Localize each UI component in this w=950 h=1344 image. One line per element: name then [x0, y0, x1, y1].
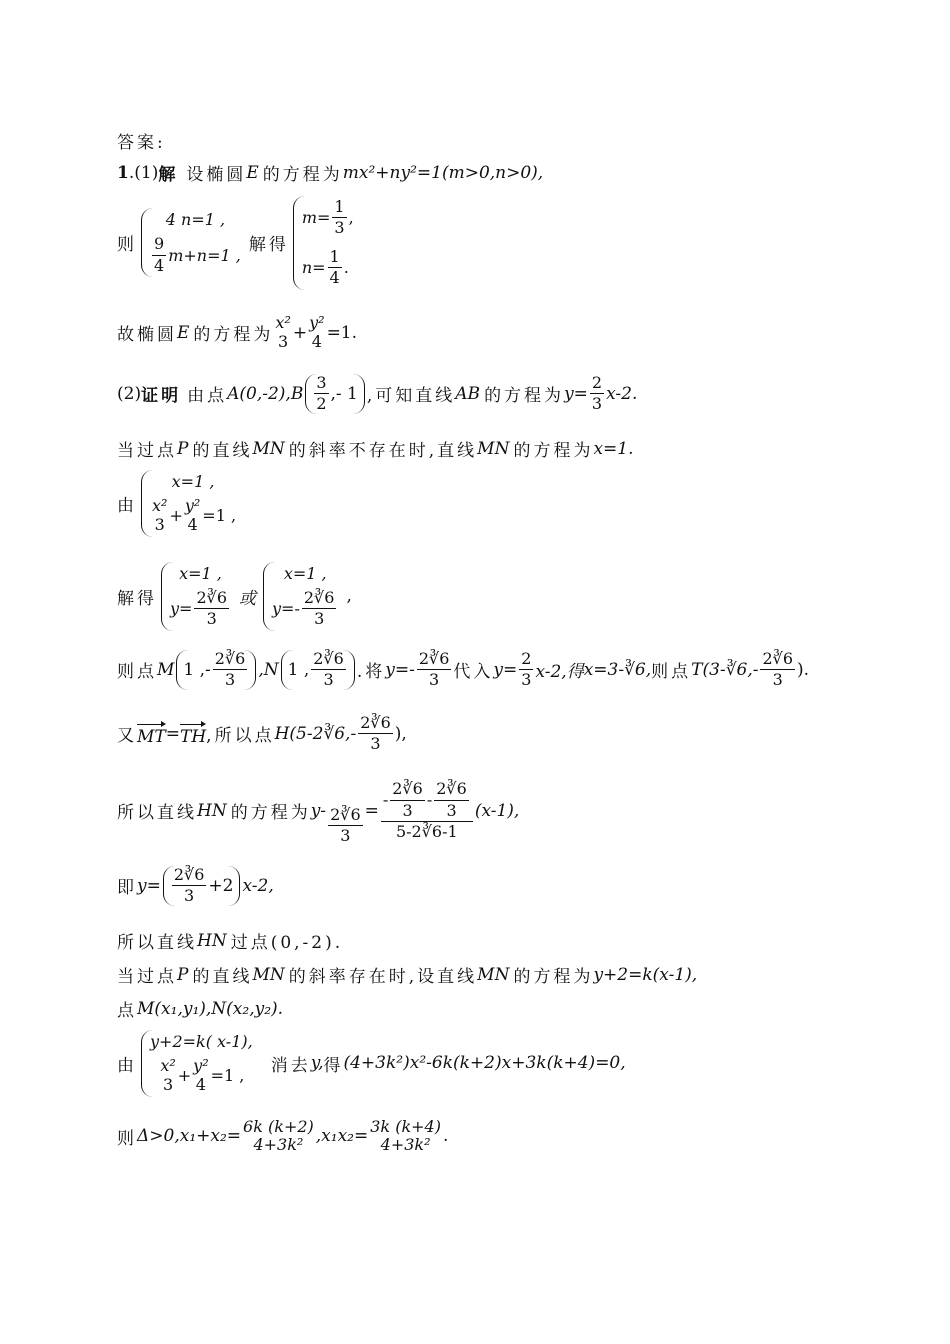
minus: -	[426, 789, 433, 809]
equation: y+2=k(x-1),	[593, 964, 698, 985]
text: 的方程为	[262, 165, 343, 185]
numerator: 1	[328, 248, 342, 268]
equals-one: =1.	[326, 322, 358, 343]
fraction	[152, 235, 166, 275]
denominator: 3	[591, 394, 603, 414]
text: 所以直线	[117, 933, 197, 953]
text-or: 或	[239, 588, 260, 609]
line-point-H	[117, 714, 407, 754]
denominator: 4+3k²	[380, 1135, 431, 1155]
fraction	[434, 780, 469, 820]
system-row: 4 n=1 ,	[165, 210, 226, 230]
solution-system	[161, 562, 235, 631]
denominator: 4	[329, 268, 340, 288]
fraction	[760, 650, 795, 690]
line-MN: MN	[477, 964, 510, 985]
text: 的方程为	[230, 803, 311, 824]
var-E: E	[246, 162, 259, 183]
fraction	[314, 374, 328, 414]
line-simplified	[117, 866, 274, 906]
numerator: 1	[332, 198, 346, 218]
denominator: 3	[772, 670, 783, 690]
y-eq: y=-	[385, 659, 415, 680]
text: 当过点	[117, 441, 177, 461]
line-system3	[117, 1030, 626, 1097]
points: M(x₁,y₁),N(x₂,y₂).	[137, 998, 284, 1019]
line-MN: MN	[252, 438, 285, 459]
proof-tag: 证明	[141, 386, 182, 407]
system-row: x=1 ,	[283, 564, 327, 583]
equation-system	[141, 208, 245, 277]
numerator: 2∛6	[311, 650, 346, 670]
denominator: 3	[402, 800, 413, 820]
numerator: 2∛6	[417, 650, 452, 670]
y-eq: y=-	[272, 599, 300, 619]
fraction	[193, 1057, 208, 1095]
system-row: =1 ,	[202, 506, 237, 526]
vector-MT: MT	[137, 721, 166, 747]
denominator: 3	[340, 826, 351, 846]
fraction	[417, 650, 452, 690]
text: 则	[117, 235, 137, 256]
equation-tail: (x-1),	[474, 800, 520, 821]
product: ,x₁x₂=	[315, 1126, 369, 1147]
numerator: x²	[152, 496, 168, 515]
denominator: 3	[429, 670, 440, 690]
denominator: 3	[323, 670, 334, 690]
comma: ,	[346, 586, 352, 607]
numerator: 2∛6	[358, 714, 393, 734]
numerator: 9	[152, 235, 166, 255]
text: 代入	[453, 662, 494, 683]
period: .	[442, 1126, 449, 1147]
numerator: 2∛6	[194, 589, 229, 609]
text: ,可知直线	[366, 386, 456, 407]
text: 由	[117, 495, 137, 516]
numerator: x²	[275, 313, 291, 332]
line-case1	[117, 436, 634, 461]
fraction	[160, 1057, 175, 1095]
text: 则点	[117, 662, 157, 683]
equation-tail: x-2,得	[535, 662, 584, 683]
slope-fraction	[381, 780, 473, 841]
denominator: 4	[187, 515, 198, 535]
part-label: (2)	[117, 383, 142, 404]
text: 的直线	[192, 967, 253, 987]
line-MN: MN	[477, 438, 510, 459]
fraction	[275, 314, 290, 352]
denominator: 3	[206, 609, 217, 629]
fraction	[328, 248, 342, 288]
line-part1	[117, 160, 543, 185]
text: 的方程为	[513, 441, 594, 461]
numerator: y²	[184, 496, 201, 515]
line-part2	[117, 374, 637, 414]
text: 由	[117, 1055, 137, 1076]
numerator: 3k (k+4)	[370, 1117, 441, 1136]
var-E: E	[177, 322, 190, 343]
fraction	[370, 1118, 441, 1155]
equation: x=1.	[593, 438, 634, 459]
numerator: 2∛6	[302, 589, 337, 609]
y-eq: y=	[564, 383, 588, 404]
numerator: x²	[160, 1056, 176, 1075]
equals: =	[165, 723, 180, 744]
ellipse-equation: mx²+ny²=1(m>0,n>0),	[342, 162, 544, 183]
close-paren: ).	[797, 659, 810, 680]
text: 的方程为	[513, 967, 594, 987]
fraction	[213, 650, 248, 690]
fraction	[243, 1118, 314, 1155]
numerator: y²	[309, 313, 325, 332]
text: 由点	[187, 386, 228, 407]
system-row: m+n=1 ,	[168, 245, 241, 265]
fraction	[590, 374, 604, 414]
denominator: 2	[316, 394, 327, 414]
line-ellipse-result	[117, 314, 357, 352]
solution-tag: 解	[158, 165, 179, 185]
fraction	[302, 589, 337, 629]
line-solution-xy	[117, 562, 352, 631]
numerator: y²	[193, 1056, 209, 1075]
plus: +	[292, 322, 308, 343]
text: 则	[117, 1128, 137, 1149]
fraction	[152, 497, 167, 535]
plus-two: +2	[208, 875, 234, 896]
denominator: 4	[154, 255, 165, 275]
solution-system	[263, 562, 342, 631]
fraction	[311, 650, 346, 690]
y-eq: y=	[170, 599, 193, 619]
fraction	[519, 650, 533, 690]
numerator: 2∛6	[328, 806, 363, 826]
point-H: H(5-2∛6,-	[274, 723, 357, 744]
y-eq: y=	[493, 659, 518, 680]
paren-group	[176, 650, 256, 690]
text: 的斜率不存在时,直线	[288, 441, 478, 461]
coordinate: 1 ,	[287, 659, 310, 680]
text: 过点(0,-2).	[230, 933, 344, 953]
system-row: y+2=k( x-1),	[150, 1032, 253, 1051]
numerator: 2∛6	[390, 780, 425, 800]
line-passes-point	[117, 928, 343, 953]
numerator: 2	[590, 374, 604, 394]
text: 所以直线	[117, 803, 197, 824]
text: 的直线	[192, 441, 253, 461]
text: .将	[356, 662, 386, 683]
denominator: 3	[446, 800, 457, 820]
numerator: 2	[519, 650, 533, 670]
text: 则点	[651, 662, 692, 683]
line-HN: HN	[197, 800, 227, 821]
fraction	[194, 589, 229, 629]
denominator: 3	[184, 886, 195, 906]
numerator: 3	[314, 374, 328, 394]
var-y: y,	[310, 1053, 324, 1074]
fraction	[172, 866, 207, 906]
quadratic-equation: (4+3k²)x²-6k(k+2)x+3k(k+4)=0,	[343, 1053, 626, 1074]
paren-group	[163, 866, 241, 906]
text: 的方程为	[484, 386, 565, 407]
text: 当过点	[117, 967, 177, 987]
fraction	[390, 780, 425, 820]
vector-TH: TH	[180, 721, 206, 747]
solution-system: m= $\frac{1}{3}$ , n= $\frac{1}{4}$ .	[293, 196, 358, 290]
text: 解得	[248, 235, 289, 256]
text: 得	[323, 1055, 344, 1076]
fraction	[185, 497, 200, 535]
line-AB: AB	[455, 383, 481, 404]
line-case2	[117, 962, 697, 987]
text: 消去	[270, 1055, 311, 1076]
var-P: P	[177, 964, 189, 985]
point-T: T(3-∛6,-	[691, 659, 759, 680]
problem-number: 1	[117, 162, 129, 183]
discriminant: Δ>0,x₁+x₂=	[137, 1126, 242, 1147]
equation-system: y+2=k( x-1), x² 3 + y² 4 =1 ,	[141, 1030, 257, 1097]
denominator: 3	[224, 670, 236, 690]
denominator: 3	[521, 670, 532, 690]
equation-system: x=1 , x² 3 + y² 4 =1 ,	[141, 470, 240, 537]
denominator: 3	[334, 218, 345, 238]
fraction	[309, 314, 324, 352]
n-lhs: n=	[301, 258, 326, 278]
fraction	[358, 714, 393, 754]
denominator: 3	[162, 1075, 174, 1095]
text: 又	[117, 726, 137, 747]
text: 的方程为	[193, 325, 274, 346]
denominator: 3	[314, 609, 325, 629]
denominator: 4+3k²	[253, 1135, 304, 1155]
system-row: x=1 ,	[179, 564, 222, 583]
paren-group	[305, 374, 365, 414]
close-paren: ),	[394, 723, 407, 744]
numerator: 6k (k+2)	[243, 1117, 314, 1136]
denominator: 4	[195, 1075, 206, 1095]
line-HN: HN	[197, 930, 227, 951]
denominator: 3	[154, 515, 165, 535]
point-N: ,N	[258, 659, 279, 680]
text: 故椭圆	[117, 325, 177, 346]
equation-tail: x-2.	[606, 383, 638, 404]
fraction	[332, 198, 346, 238]
coordinate: ,- 1	[330, 383, 358, 404]
system-row: x=1 ,	[171, 472, 215, 491]
denominator: 3	[278, 332, 289, 352]
line-HN-equation	[117, 776, 519, 846]
line-vieta	[117, 1118, 448, 1155]
denominator: 5-2∛6-1	[395, 822, 458, 842]
denominator: 4	[311, 332, 322, 352]
text: 解得	[117, 588, 157, 609]
denominator: 3	[370, 734, 381, 754]
y-minus: y-	[310, 800, 327, 821]
paren-group	[281, 650, 355, 690]
point-M: M	[157, 659, 175, 680]
x-eq: x=3-∛6,	[583, 659, 652, 680]
y-eq: y=	[137, 875, 161, 896]
system-row: =1 ,	[210, 1066, 245, 1086]
line-system1	[117, 196, 362, 290]
points-A-B: A(0,-2),B	[227, 383, 304, 404]
line-points-coords	[117, 996, 283, 1021]
equals: =	[364, 800, 379, 821]
text: 点	[117, 1001, 137, 1021]
var-P: P	[177, 438, 189, 459]
coordinate: 1 ,-	[183, 659, 211, 680]
numerator: 2∛6	[434, 780, 469, 800]
text: ,所以点	[206, 726, 275, 747]
m-lhs: m=	[301, 208, 331, 228]
equation-tail: x-2,	[242, 875, 274, 896]
line-system2	[117, 470, 244, 537]
fraction	[328, 806, 363, 846]
numerator: 2∛6	[213, 650, 248, 670]
answer-heading: 答案:	[117, 133, 166, 153]
line-points-MN	[117, 650, 809, 690]
numerator: 2∛6	[760, 650, 795, 670]
text: 设椭圆	[186, 165, 247, 185]
text: 即	[117, 878, 137, 899]
text: 的斜率存在时,设直线	[288, 967, 478, 987]
numerator: 2∛6	[172, 866, 207, 886]
line-MN: MN	[252, 964, 285, 985]
minus: -	[382, 789, 389, 809]
part-label: .(1)	[128, 162, 159, 183]
